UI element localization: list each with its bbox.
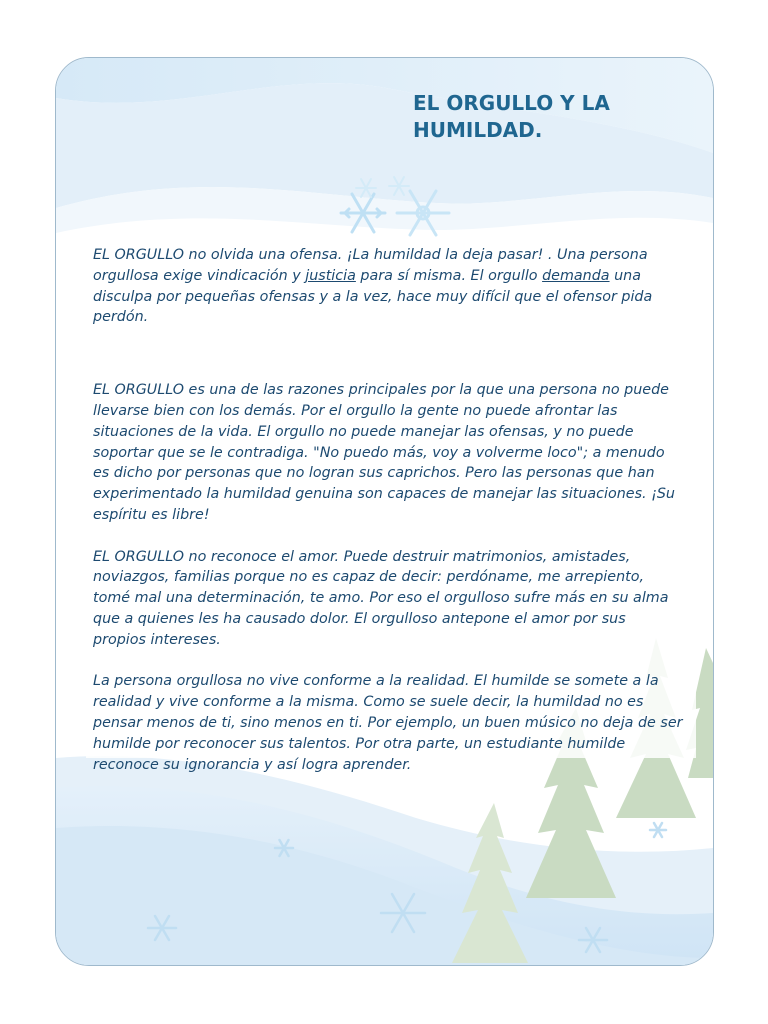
title-line-2: HUMILDAD <box>413 118 535 142</box>
document-title <box>413 90 683 144</box>
title-line-1: EL ORGULLO Y LA <box>413 91 610 115</box>
paragraph-1 <box>93 245 683 328</box>
document-card <box>55 57 714 966</box>
paragraph-1-text-c: una disculpa por pequeñas ofensas y a la vez, hace muy difícil que el ofensor pida perdón. <box>93 267 653 326</box>
document-body <box>93 245 683 775</box>
title-period: . <box>534 118 543 142</box>
paragraph-1-text-b: para sí misma. El orgullo <box>355 267 543 284</box>
paragraph-1-text-a: EL ORGULLO no olvida una ofensa. ¡La humildad la deja pasar! . Una persona orgullosa exige vindicación y <box>93 247 648 284</box>
paragraph-2: EL ORGULLO es una de las razones principales por la que una persona no puede llevarse bien con los demás. Por el orgullo la gente no puede afrontar las situaciones de la vida. El orgullo no puede manejar las ofensas, y no puede soportar que se le contradiga. "No puedo más, voy a volverme loco"; a menudo es dicho por personas que no logran sus caprichos. Pero las personas que han experimentado la humildad genuina son capaces de manejar las situaciones. ¡Su espíritu es libre! <box>93 382 675 523</box>
demanda-link[interactable]: demanda <box>542 267 610 284</box>
paragraph-4: La persona orgullosa no vive conforme a la realidad. El humilde se somete a la realidad y vive conforme a la misma. Como se suele decir, la humildad no es pensar menos de ti, sino menos en ti. Por ejemplo, un buen músico no deja de ser humilde por reconocer sus talentos. Por otra parte, un estudiante humilde reconoce su ignorancia y así logra aprender. <box>93 673 683 773</box>
justicia-link[interactable]: justicia <box>305 267 356 284</box>
paragraph-3: EL ORGULLO no reconoce el amor. Puede destruir matrimonios, amistades, noviazgos, familias porque no es capaz de decir: perdóname, me arrepiento, tomé mal una determinación, te amo. Por eso el orgulloso sufre más en su alma que a quienes les ha causado dolor. El orgulloso antepone el amor por sus propios intereses. <box>93 548 669 648</box>
